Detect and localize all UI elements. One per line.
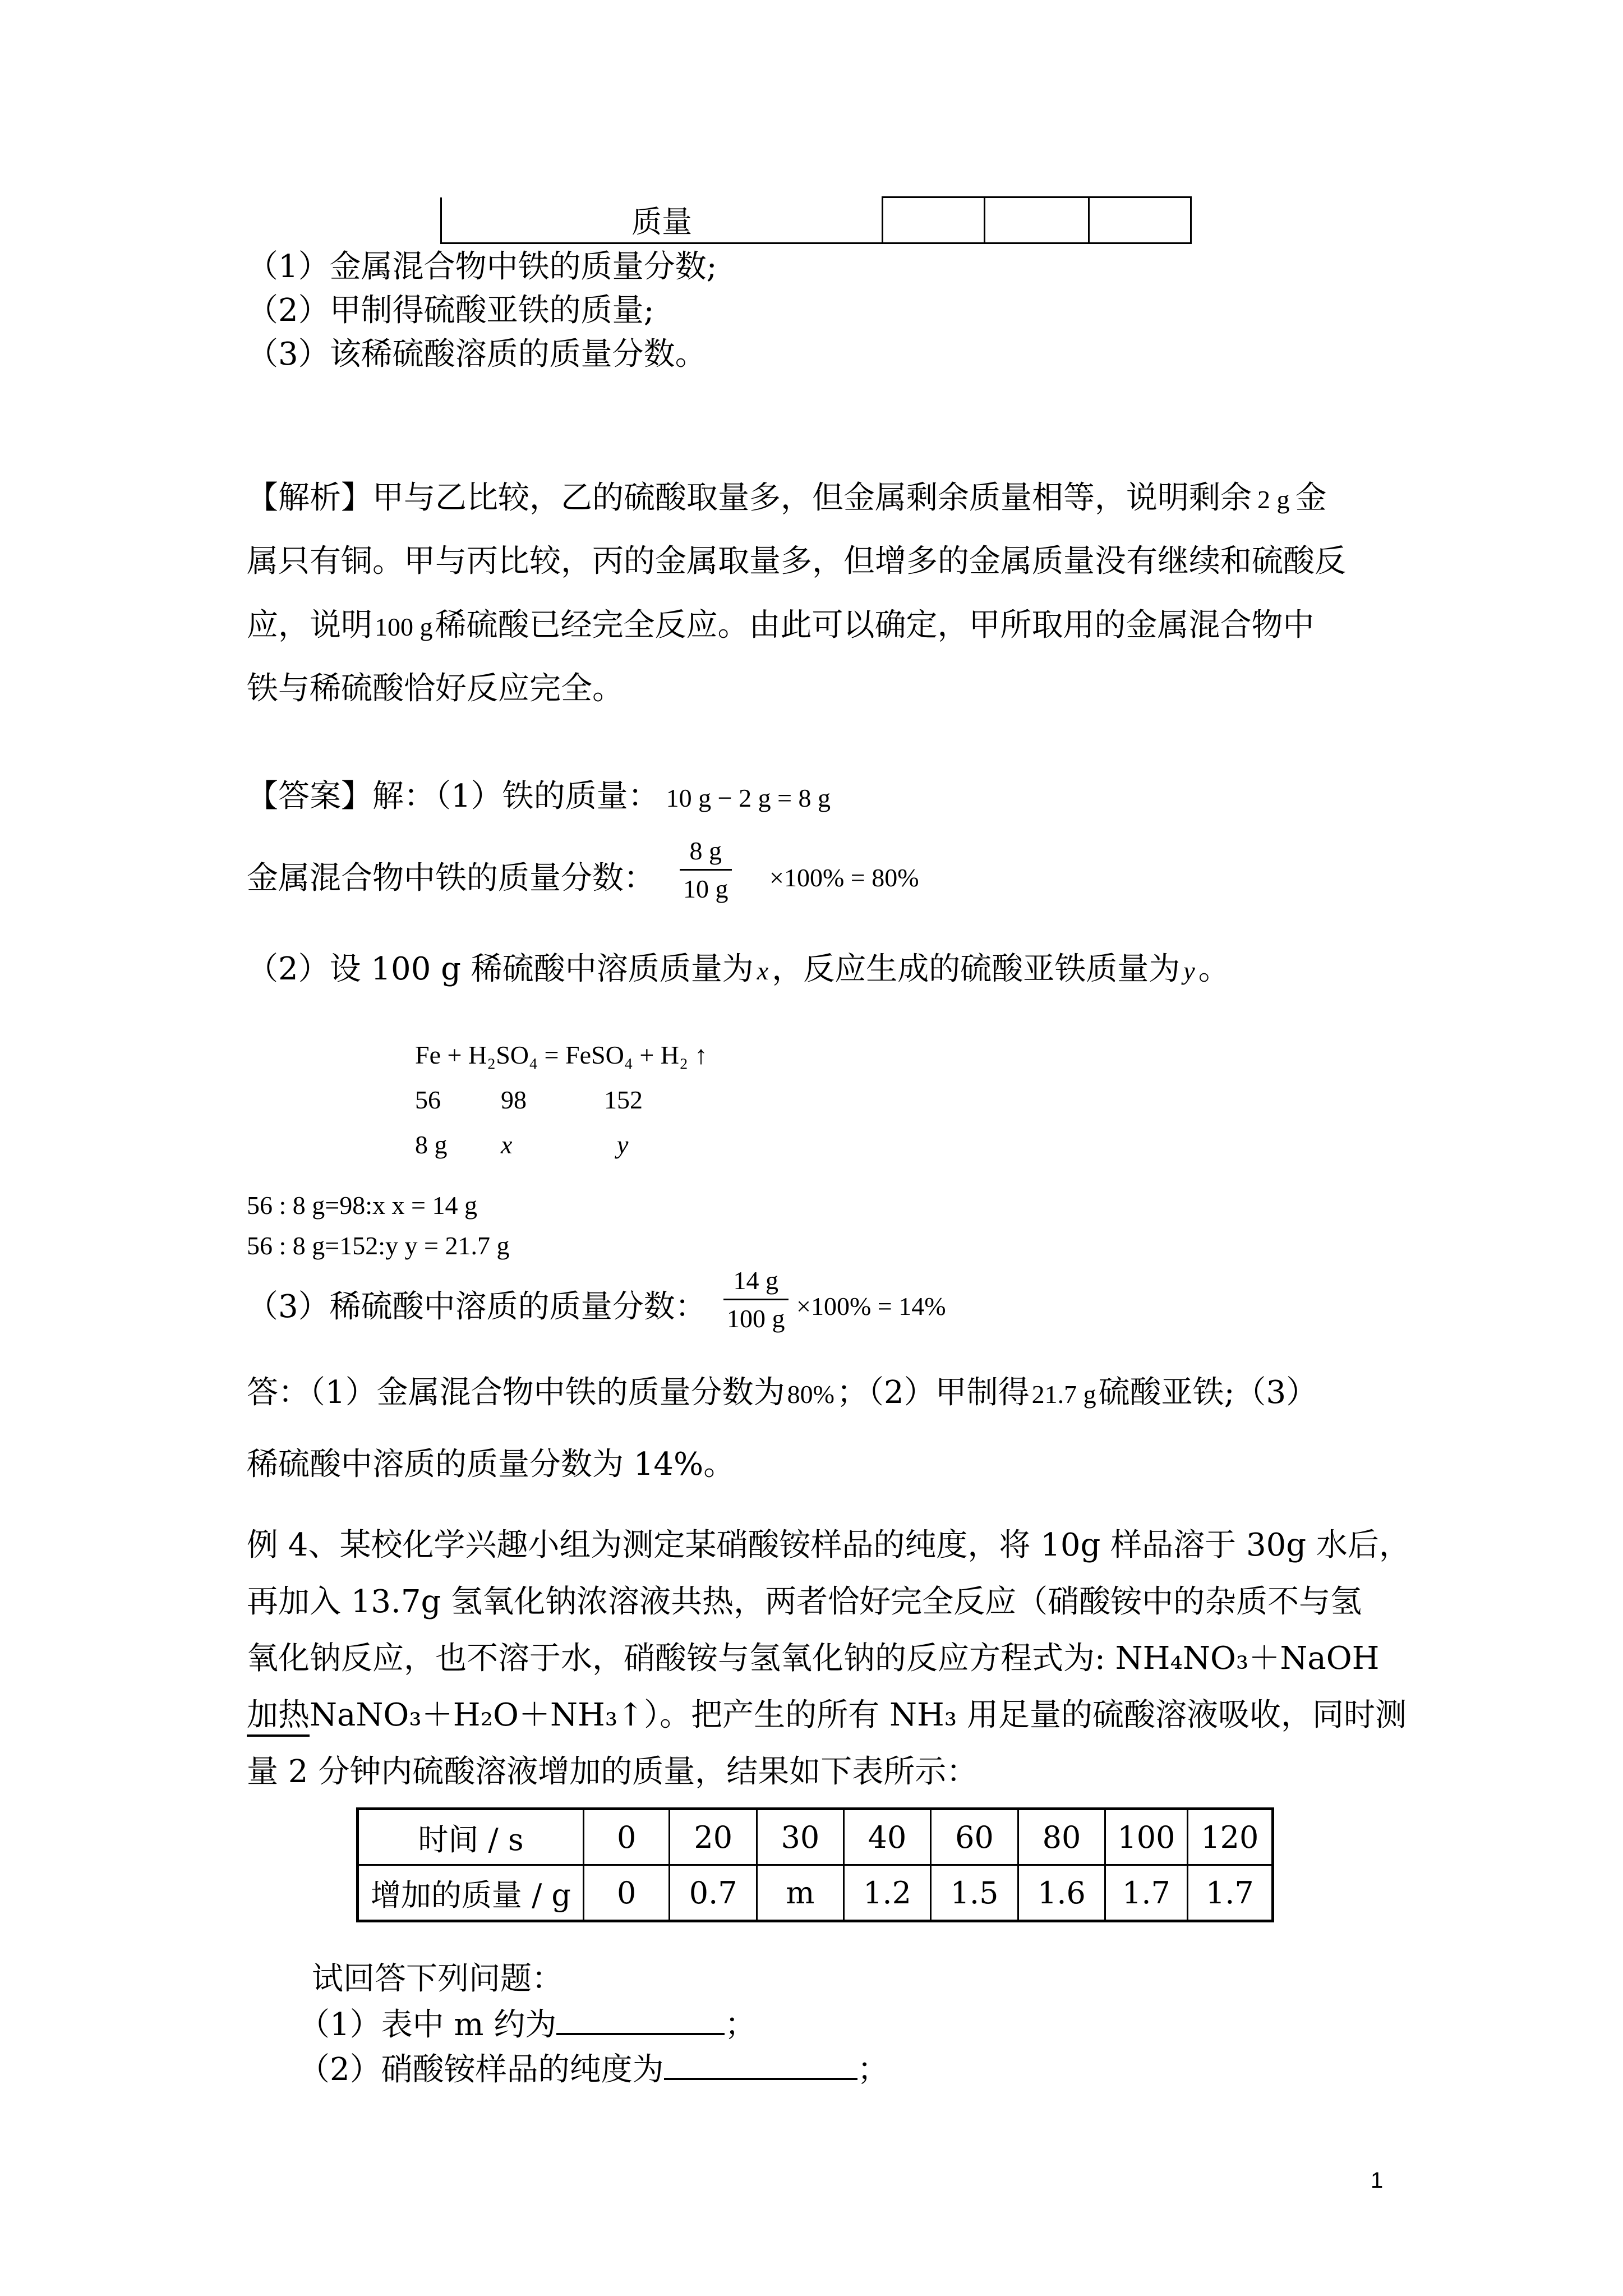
mass-56: 56 (415, 1085, 441, 1114)
table-cell: 1.7 (1187, 1865, 1272, 1921)
table-cell: 1.7 (1105, 1865, 1187, 1921)
table-cell: 60 (931, 1809, 1018, 1865)
analysis-line-4: 铁与稀硫酸恰好反应完全。 (247, 670, 624, 707)
condition-heating: 加热 (247, 1697, 310, 1737)
example4-line-3: 氧化钠反应，也不溶于水，硝酸铵与氢氧化钠的反应方程式为: NH₄NO₃＋NaOH (247, 1640, 1380, 1677)
answer-blank-2[interactable] (664, 2078, 857, 2080)
example4-line-2: 再加入 13.7g 氢氧化钠浓溶液共热，两者恰好完全反应（硝酸铵中的杂质不与氢 (247, 1584, 1362, 1620)
chemical-equation: Fe + H₂SO₄ = FeSO₄ + H₂ ↑ (415, 1041, 708, 1069)
ratio-line-2: 56 : 8 g=152:y y = 21.7 g (247, 1231, 510, 1260)
top-table-cell (984, 197, 1089, 243)
top-table-label: 质量 (441, 197, 883, 243)
table-cell: 1.6 (1018, 1865, 1105, 1921)
table-cell: 40 (843, 1809, 930, 1865)
table-cell: 30 (757, 1809, 843, 1865)
questions-intro: 试回答下列问题： (312, 1961, 563, 1997)
question-top-1: （1）金属混合物中铁的质量分数; (247, 249, 717, 285)
example4-line-5: 量 2 分钟内硫酸溶液增加的质量，结果如下表所示： (247, 1754, 978, 1790)
table-cell: 0.7 (670, 1865, 757, 1921)
analysis-line-1: 【解析】甲与乙比较，乙的硫酸取量多，但金属剩余质量相等，说明剩余 2 g 金 (247, 480, 1327, 516)
table-cell: 20 (670, 1809, 757, 1865)
table-cell: 0 (583, 1865, 670, 1921)
page-number: 1 (1371, 2168, 1384, 2193)
table-cell: m (757, 1865, 843, 1921)
table-row (358, 1865, 1273, 1921)
example4-line-4: 加热NaNO₃＋H₂O＋NH₃↑）。把产生的所有 NH₃ 用足量的硫酸溶液吸收，同时测 (247, 1700, 1407, 1731)
analysis-line-3: 应，说明100 g稀硫酸已经完全反应。由此可以确定，甲所取用的金属混合物中 (247, 607, 1315, 643)
table-cell: 80 (1018, 1809, 1105, 1865)
table-cell: 100 (1105, 1809, 1187, 1865)
table-cell: 0 (583, 1809, 670, 1865)
fraction-iron-rest: ×100% = 80% (769, 863, 919, 892)
ratio-line-1: 56 : 8 g=98:x x = 14 g (247, 1191, 477, 1220)
question-top-3: （3）该稀硫酸溶质的质量分数。 (247, 336, 707, 372)
example4-line-1: 例 4、某校化学兴趣小组为测定某硝酸铵样品的纯度，将 10g 样品溶于 30g 水后， (247, 1527, 1410, 1563)
data-table (356, 1807, 1274, 1922)
table-cell: 1.2 (843, 1865, 930, 1921)
answer-line-4-label: （3）稀硫酸中溶质的质量分数： (247, 1289, 707, 1325)
answer-blank-1[interactable] (556, 2033, 725, 2035)
answer-line-3: （2）设 100 g 稀硫酸中溶质质量为 x ，反应生成的硫酸亚铁质量为 y 。 (247, 951, 1230, 987)
table-cell: 时间 / s (358, 1809, 584, 1865)
table-cell: 增加的质量 / g (358, 1865, 584, 1921)
unknown-x: x (501, 1130, 513, 1159)
top-table-cell (1089, 197, 1191, 243)
top-table-cell (883, 197, 985, 243)
analysis-line-2: 属只有铜。甲与丙比较，丙的金属取量多，但增多的金属质量没有继续和硫酸反 (247, 543, 1346, 579)
final-answer-line-2: 稀硫酸中溶质的质量分数为 14%。 (247, 1446, 735, 1483)
final-answer-line-1: 答：（1）金属混合物中铁的质量分数为80%；（2）甲制得21.7 g硫酸亚铁;（3） (247, 1374, 1318, 1411)
fraction-acid: $\frac{14 g}{100 g}$ (723, 1266, 789, 1333)
mass-98: 98 (501, 1085, 527, 1114)
mass-152: 152 (604, 1085, 643, 1114)
top-table (440, 196, 1192, 244)
answer-line-2-label: 金属混合物中铁的质量分数： (247, 860, 655, 896)
known-8g: 8 g (415, 1130, 448, 1159)
fraction-iron: $\frac{8 g}{10 g}$ (680, 836, 732, 904)
answer-line-1: 【答案】解：（1）铁的质量： 10 g − 2 g = 8 g (247, 778, 831, 815)
question-bottom-1: （1）表中 m 约为 ； (298, 2007, 757, 2043)
unknown-y: y (617, 1130, 629, 1159)
table-cell: 1.5 (931, 1865, 1018, 1921)
question-bottom-2: （2）硝酸铵样品的纯度为 ； (298, 2051, 889, 2088)
question-top-2: （2）甲制得硫酸亚铁的质量; (247, 292, 654, 329)
table-row (358, 1809, 1273, 1865)
fraction-acid-rest: ×100% = 14% (796, 1292, 946, 1320)
table-cell: 120 (1187, 1809, 1272, 1865)
